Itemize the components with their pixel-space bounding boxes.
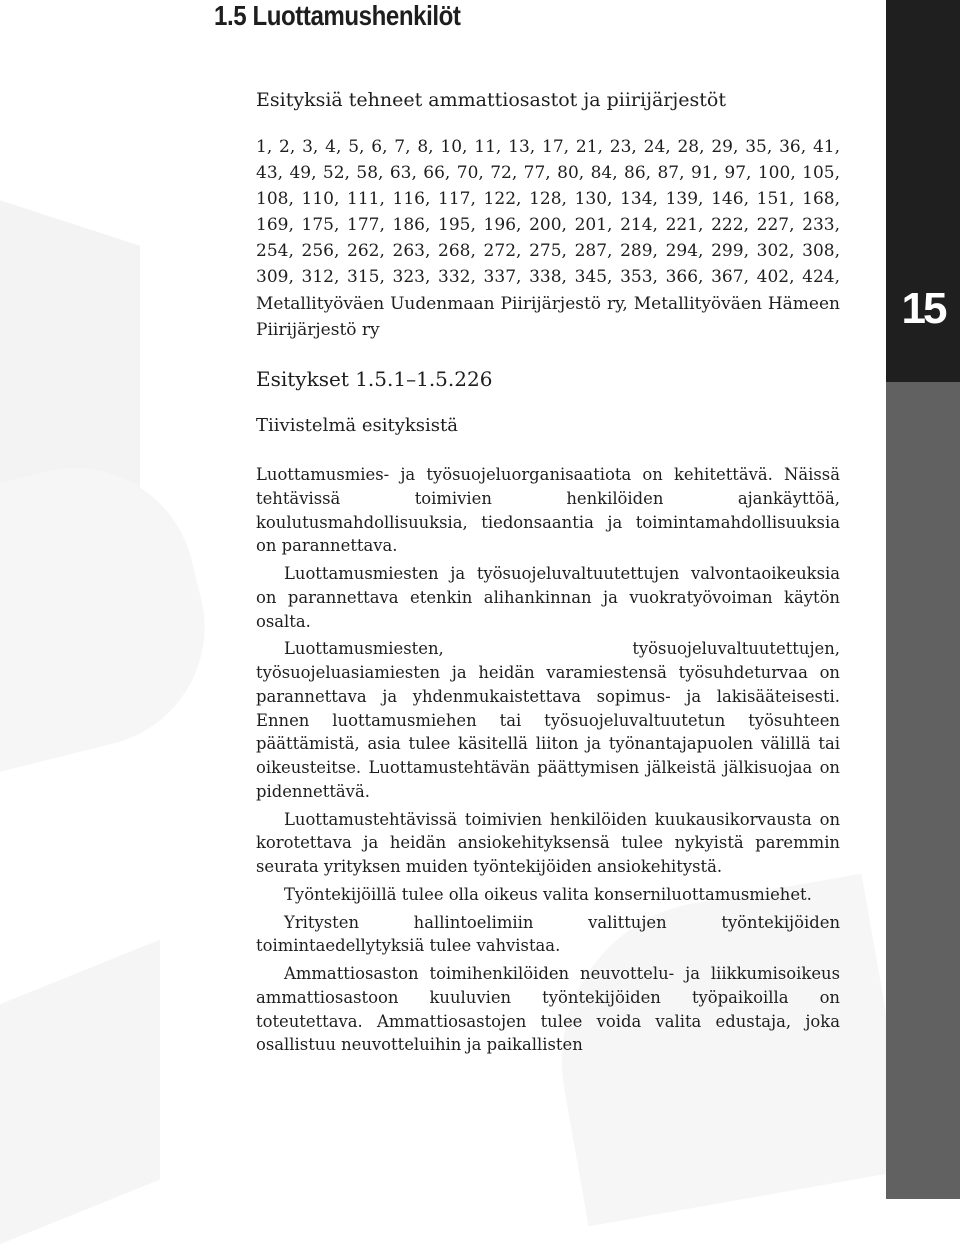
- proposals-range-heading: Esitykset 1.5.1–1.5.226: [256, 367, 493, 391]
- background-shape: [0, 443, 230, 778]
- background-shape: [0, 940, 160, 1260]
- chapter-title: 1.5 Luottamushenkilöt: [214, 0, 461, 31]
- proposers-heading: Esityksiä tehneet ammattiosastot ja piirijärjestöt: [256, 89, 726, 111]
- proposers-list: 1, 2, 3, 4, 5, 6, 7, 8, 10, 11, 13, 17, 21, 23, 24, 28, 29, 35, 36, 41, 43, 49, 52, 58, 63, 66, 70, 72, 77, 80, 84, 86, 87, 91, 97, 100, 105, 108, 110, 111, 116, 117, 122, 128, 130, 134, 139, 146, 151, 168, 169, 175, 177, 186, 195, 196, 200, 201, 214, 221, 222, 227, 233, 254, 256, 262, 263, 268, 272, 275, 287, 289, 294, 299, 302, 308, 309, 312, 315, 323, 332, 337, 338, 345, 353, 366, 367, 402, 424, Metallityöväen Uudenmaan Piirijärjestö ry, Metallityöväen Hämeen Piirijärjestö ry: [256, 137, 840, 340]
- paragraph: Yritysten hallintoelimiin valittujen työntekijöiden toimintaedellytyksiä tulee vahvistaa.: [256, 912, 840, 956]
- paragraph: Työntekijöillä tulee olla oikeus valita konserniluottamusmiehet.: [284, 884, 812, 904]
- chapter-tab-gray: [886, 382, 960, 1199]
- paragraph: Luottamustehtävissä toimivien henkilöiden kuukausikorvausta on korotettava ja heidän ansiokehityksensä tulee nykyistä paremmin seurata yrityksen muiden työntekijöiden ansiokehitystä.: [256, 809, 840, 876]
- paragraph: Luottamusmies- ja työsuojeluorganisaatiota on kehitettävä. Näissä tehtävissä toimivien henkilöiden ajankäyttöä, koulutusmahdollisuuksia, tiedonsaantia ja toimintamahdollisuuksia on parannettava.: [256, 465, 840, 556]
- paragraph: Ammattiosaston toimihenkilöiden neuvottelu- ja liikkumisoikeus ammattiosastoon kuuluvien työntekijöiden työpaikoilla on toteutettava. Ammattiosastojen tulee voida valita edustaja, joka osallistuu neuvotteluihin ja paikallisten: [256, 964, 840, 1055]
- chapter-tab-number: 15: [901, 284, 945, 333]
- paragraph: Luottamusmiesten, työsuojeluvaltuutettujen, työsuojeluasiamiesten ja heidän varamiestensä työsuhdeturvaa on parannettava ja yhdenmukaistettava sopimus- ja lakisääteisesti. Ennen luottamusmiehen tai työsuojeluvaltuutetun työsuhteen päättämistä, asia tulee käsitellä liiton ja työnantajapuolen välillä tai oikeusteitse. Luottamustehtävän päättymisen jälkeistä jälkisuojaa on pidennettävä.: [256, 639, 840, 801]
- summary-body: [256, 463, 840, 1061]
- summary-heading: Tiivistelmä esityksistä: [256, 415, 458, 436]
- paragraph: Luottamusmiesten ja työsuojeluvaltuutettujen valvontaoikeuksia on parannettava etenkin alihankinnan ja vuokratyövoiman käytön osalta.: [256, 564, 840, 631]
